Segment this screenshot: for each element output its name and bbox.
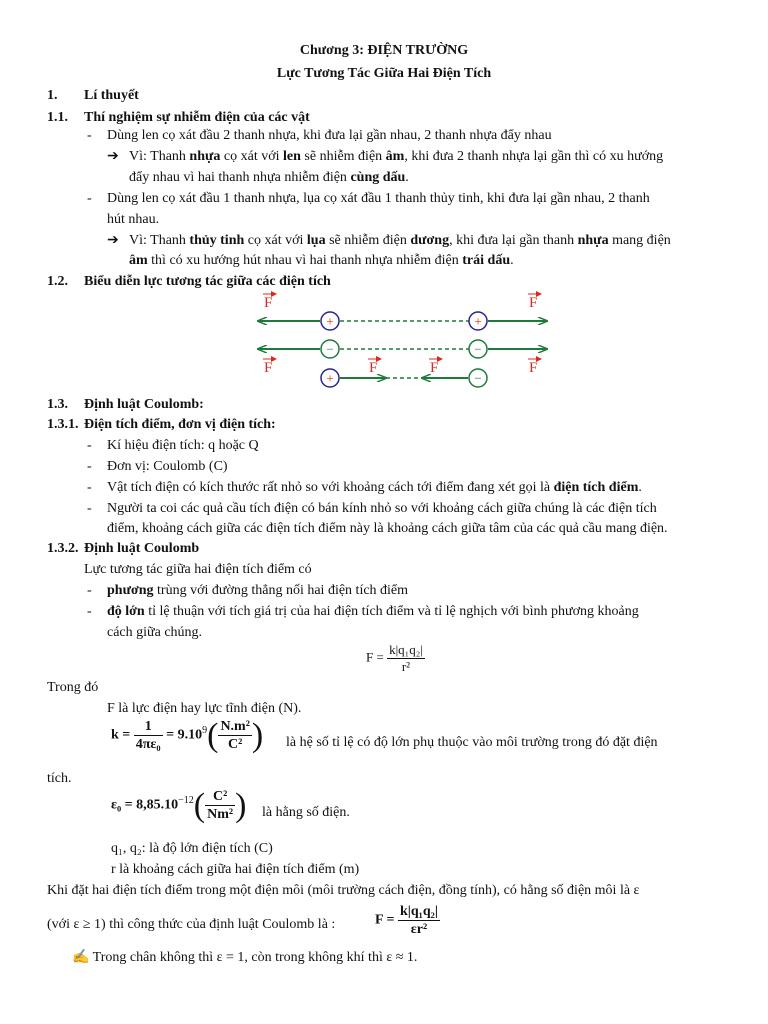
force-label [429, 359, 442, 376]
arrow-bullet-icon: ➔ [107, 233, 119, 248]
row-repel-positive [258, 294, 547, 330]
dash-bullet: - [87, 459, 92, 474]
dash-bullet: - [87, 191, 92, 206]
k-description: là hệ số tỉ lệ có độ lớn phụ thuộc vào môi trường trong đó đặt điện [286, 735, 658, 750]
section-1-3-2-number: 1.3.2. [47, 541, 79, 556]
section-1-number: 1. [47, 88, 58, 103]
where-label: Trong đó [47, 680, 99, 695]
epsilon0-formula: $\varepsilon_0 = 8,85.10^{-12}$( $\frac{\text{C²}}{\text{Nm²}}$ ) [111, 787, 247, 824]
point-charge-line-2: Đơn vị: Coulomb (C) [107, 459, 228, 474]
section-1-2-title: Biểu diễn lực tương tác giữa các điện tích [84, 274, 331, 289]
law-magnitude-line-2: cách giữa chúng. [107, 625, 203, 640]
coulomb-formula: F = $\frac{\text{k|q₁q₂|}}{\text{r²}}$ [366, 642, 423, 674]
charges-definition: q₁, q₂: là độ lớn điện tích (C) [111, 841, 273, 856]
section-1-1-number: 1.1. [47, 110, 68, 125]
charge-sign: + [326, 313, 334, 329]
experiment-2-line-1: Dùng len cọ xát đầu 1 thanh nhựa, lụa cọ xát đầu 1 thanh thủy tinh, khi đưa lại gần nhau, 2 thanh [107, 191, 650, 206]
law-direction: phương trùng với đường thẳng nối hai điện tích điểm [107, 583, 409, 598]
charge-sign: + [326, 370, 334, 386]
k-constant-formula: k = $\frac{1}{\text{4πε₀}}$ = $9.10^9$( $\frac{\text{N.m²}}{\text{C²}}$ ) [111, 717, 264, 754]
force-label-text: F [264, 295, 273, 311]
arrow-bullet-icon: ➔ [107, 149, 119, 164]
section-1-2-number: 1.2. [47, 274, 68, 289]
point-charge-line-4a: Người ta coi các quả cầu tích điện có bán kính nhỏ so với khoảng cách giữa chúng là các điện tích [107, 501, 657, 516]
force-label [368, 359, 381, 376]
section-1-3-title: Định luật Coulomb: [84, 397, 204, 412]
force-label-text: F [529, 295, 538, 311]
point-charge-line-3: Vật tích điện có kích thước rất nhỏ so với khoảng cách tới điểm đang xét gọi là điện tích điểm. [107, 480, 642, 495]
section-1-3-1-title: Điện tích điểm, đơn vị điện tích: [84, 417, 276, 432]
reason-2-line-2: âm thì có xu hướng hút nhau vì hai thanh nhựa nhiễm điện trái dấu. [129, 253, 514, 268]
section-1-1-title: Thí nghiệm sự nhiễm điện của các vật [84, 110, 310, 125]
distance-definition: r là khoảng cách giữa hai điện tích điểm (m) [111, 862, 360, 877]
force-label-text: F [369, 360, 378, 376]
section-1-3-number: 1.3. [47, 397, 68, 412]
chapter-title: Chương 3: ĐIỆN TRƯỜNG [299, 43, 469, 58]
force-definition: F là lực điện hay lực tĩnh điện (N). [107, 701, 302, 716]
epsilon0-description: là hằng số điện. [262, 805, 350, 820]
point-charge-line-4b: điểm, khoảng cách giữa các điện tích điểm này là khoảng cách giữa tâm của các quả cầu mang điện. [107, 521, 668, 536]
force-label [263, 359, 276, 376]
force-label-text: F [529, 360, 538, 376]
force-label-text: F [430, 360, 439, 376]
dielectric-line-1: Khi đặt hai điện tích điểm trong một điện môi (môi trường cách điện, đồng tính), có hằng số điện môi là ε [47, 883, 640, 898]
dash-bullet: - [87, 583, 92, 598]
force-diagram [240, 290, 560, 392]
point-charge-line-1: Kí hiệu điện tích: q hoặc Q [107, 438, 259, 453]
charge-sign: + [474, 313, 482, 329]
section-1-3-1-number: 1.3.1. [47, 417, 79, 432]
reason-1-line-1: Vì: Thanh nhựa cọ xát với len sẽ nhiễm điện âm, khi đưa 2 thanh nhựa lại gần thì có xu hướng [129, 149, 664, 164]
law-intro: Lực tương tác giữa hai điện tích điểm có [84, 562, 312, 577]
dielectric-line-2: (với ε ≥ 1) thì công thức của định luật Coulomb là : [47, 917, 336, 932]
force-label [263, 294, 276, 311]
force-label [528, 359, 541, 376]
charge-sign: − [326, 341, 334, 357]
writing-hand-icon: ✍ [72, 950, 90, 965]
section-1-title: Lí thuyết [84, 88, 139, 103]
force-label [528, 294, 541, 311]
reason-2-line-1: Vì: Thanh thủy tinh cọ xát với lụa sẽ nhiễm điện dương, khi đưa lại gần thanh nhựa mang điện [129, 233, 671, 248]
law-magnitude-line-1: độ lớn tỉ lệ thuận với tích giá trị của hai điện tích điểm và tỉ lệ nghịch với bình phương khoảng [107, 604, 639, 619]
coulomb-dielectric-formula: F = $\frac{\text{k|q₁q₂|}}{\text{εr²}}$ [375, 904, 438, 937]
reason-1-line-2: đẩy nhau vì hai thanh nhựa nhiễm điện cùng dấu. [129, 170, 409, 185]
experiment-1-text: Dùng len cọ xát đầu 2 thanh nhựa, khi đưa lại gần nhau, 2 thanh nhựa đẩy nhau [107, 128, 552, 143]
dash-bullet: - [87, 501, 92, 516]
dash-bullet: - [87, 128, 92, 143]
force-label-text: F [264, 360, 273, 376]
experiment-2-line-2: hút nhau. [107, 212, 160, 227]
dash-bullet: - [87, 438, 92, 453]
section-1-3-2-title: Định luật Coulomb [84, 541, 200, 556]
charge-sign: − [474, 370, 482, 386]
charge-sign: − [474, 341, 482, 357]
dash-bullet: - [87, 604, 92, 619]
dash-bullet: - [87, 480, 92, 495]
k-description-cont: tích. [47, 771, 72, 786]
subtitle: Lực Tương Tác Giữa Hai Điện Tích [276, 66, 492, 81]
row-repel-negative [258, 340, 547, 376]
row-attract [321, 359, 487, 387]
note-line: ✍ Trong chân không thì ε = 1, còn trong không khí thì ε ≈ 1. [72, 950, 418, 965]
